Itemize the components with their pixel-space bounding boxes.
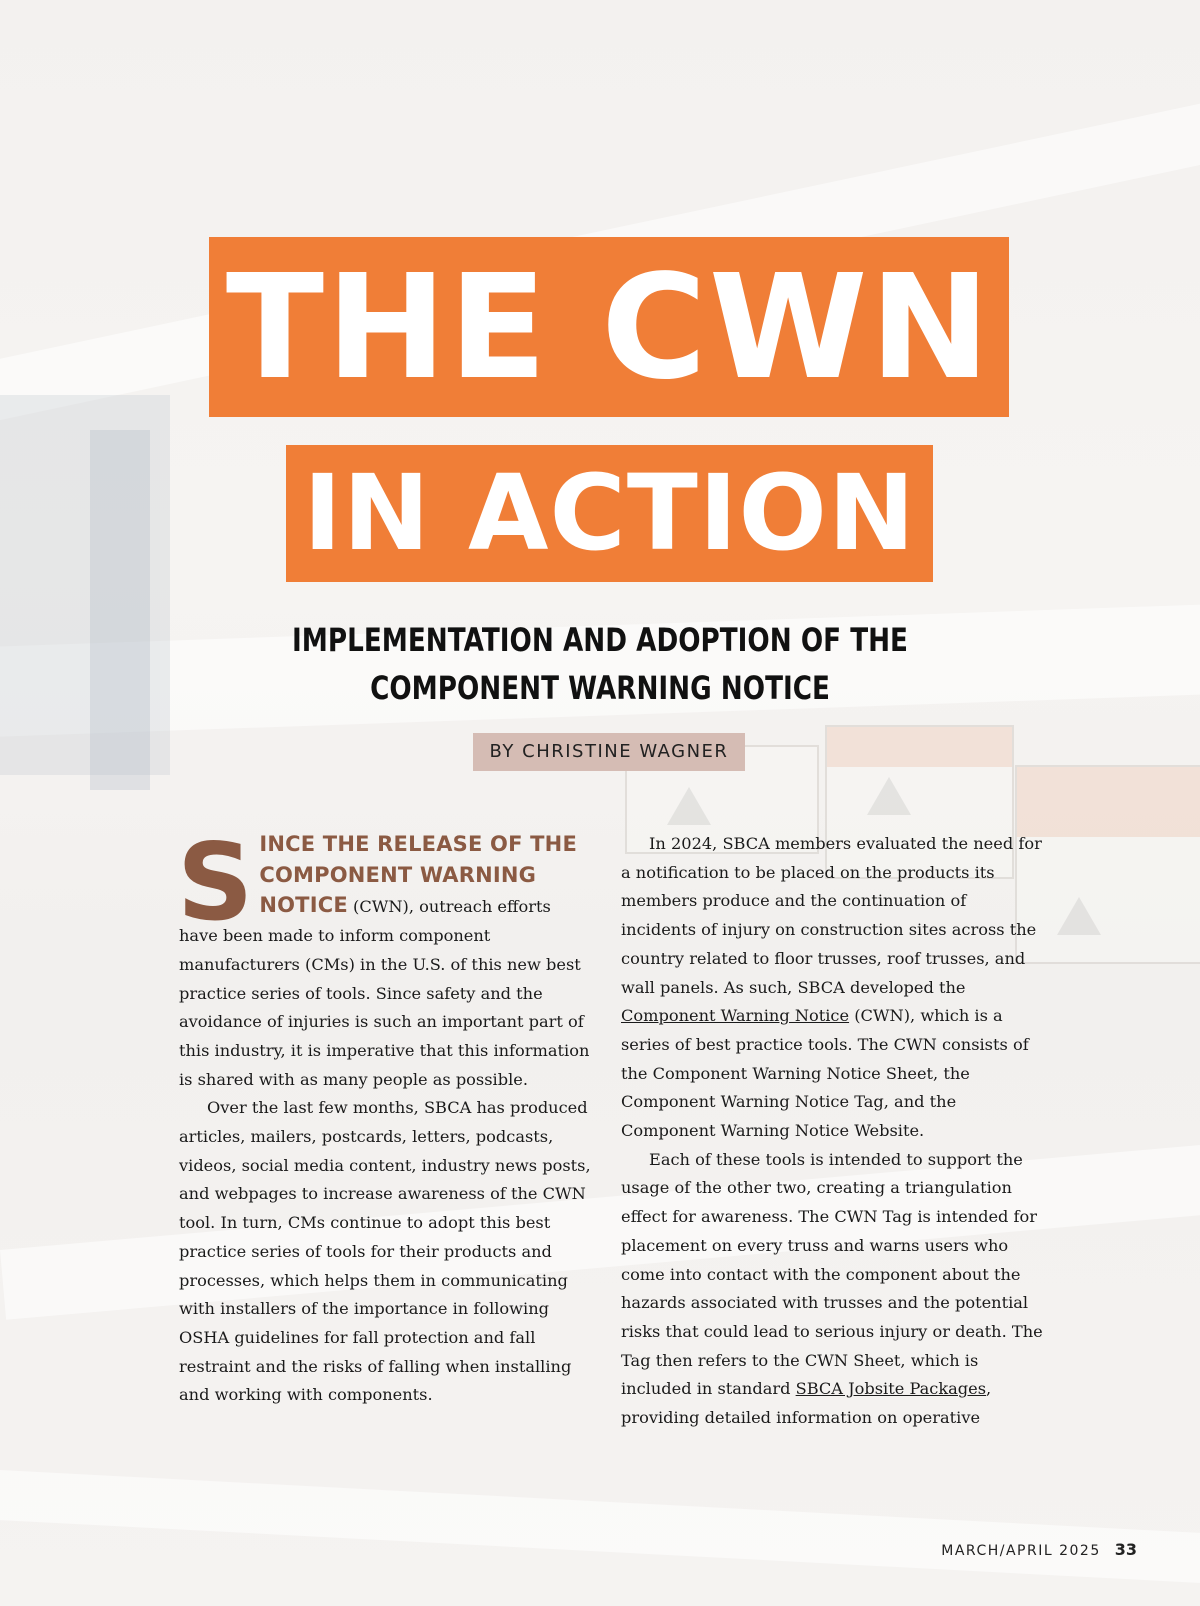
paragraph-text: , providing detailed information on operative bbox=[621, 1379, 992, 1428]
component-warning-notice-link[interactable]: Component Warning Notice bbox=[621, 1006, 850, 1026]
title-line-1: THE CWN bbox=[209, 237, 1009, 417]
article-column-right bbox=[621, 830, 1046, 1433]
subtitle-line-1: IMPLEMENTATION AND ADOPTION OF THE bbox=[292, 621, 908, 659]
article-paragraph bbox=[177, 821, 594, 1094]
article-paragraph bbox=[621, 1146, 1046, 1433]
article-column-left bbox=[177, 821, 594, 1410]
subtitle-line-2: COMPONENT WARNING NOTICE bbox=[370, 669, 830, 707]
article-paragraph: Over the last few months, SBCA has produced articles, mailers, postcards, letters, podcasts, videos, social media content, industry news posts, and webpages to increase awareness of the CWN tool. In turn, CMs continue to adopt this best practice series of tools for their products and processes, which helps them in communicating with installers of the importance in following OSHA guidelines for fall protection and fall restraint and the risks of falling when installing and working with components. bbox=[179, 1098, 591, 1405]
title-line-2: IN ACTION bbox=[286, 445, 933, 582]
paragraph-text: (CWN), outreach efforts have been made to inform component manufacturers (CMs) in the U.S. of this new best practice series of tools. Since safety and the avoidance of injuries is such an important part of this industry, it is imperative that this information is shared with as many people as possible. bbox=[179, 897, 590, 1089]
article-paragraph bbox=[621, 830, 1046, 1146]
page-number: 33 bbox=[1114, 1540, 1137, 1559]
sbca-jobsite-packages-link[interactable]: SBCA Jobsite Packages bbox=[795, 1379, 987, 1399]
paragraph-text: Each of these tools is intended to support the usage of the other two, creating a triangulation effect for awareness. The CWN Tag is intended for placement on every truss and warns users who come into contact with the component about the hazards associated with trusses and the potential risks that could lead to serious injury or death. The Tag then refers to the CWN Sheet, which is included in standard bbox=[621, 1149, 1043, 1399]
page-footer bbox=[941, 1540, 1137, 1559]
byline: BY CHRISTINE WAGNER bbox=[473, 733, 745, 771]
lead-in-text: INCE THE RELEASE OF THE COMPONENT WARNING NOTICE bbox=[259, 832, 577, 918]
issue-date: MARCH/APRIL 2025 bbox=[941, 1543, 1101, 1559]
paragraph-text: In 2024, SBCA members evaluated the need for a notification to be placed on the products its members produce and the continuation of incidents of injury on construction sites across the country related to floor trusses, roof trusses, and wall panels. As such, SBCA developed the bbox=[621, 834, 1042, 997]
background-shadow bbox=[90, 430, 150, 790]
subtitle bbox=[272, 616, 928, 712]
paragraph-text: (CWN), which is a series of best practice tools. The CWN consists of the Component Warning Notice Sheet, the Component Warning Notice Tag, and the Component Warning Notice Website. bbox=[621, 1006, 1029, 1141]
drop-cap: S bbox=[177, 821, 254, 944]
